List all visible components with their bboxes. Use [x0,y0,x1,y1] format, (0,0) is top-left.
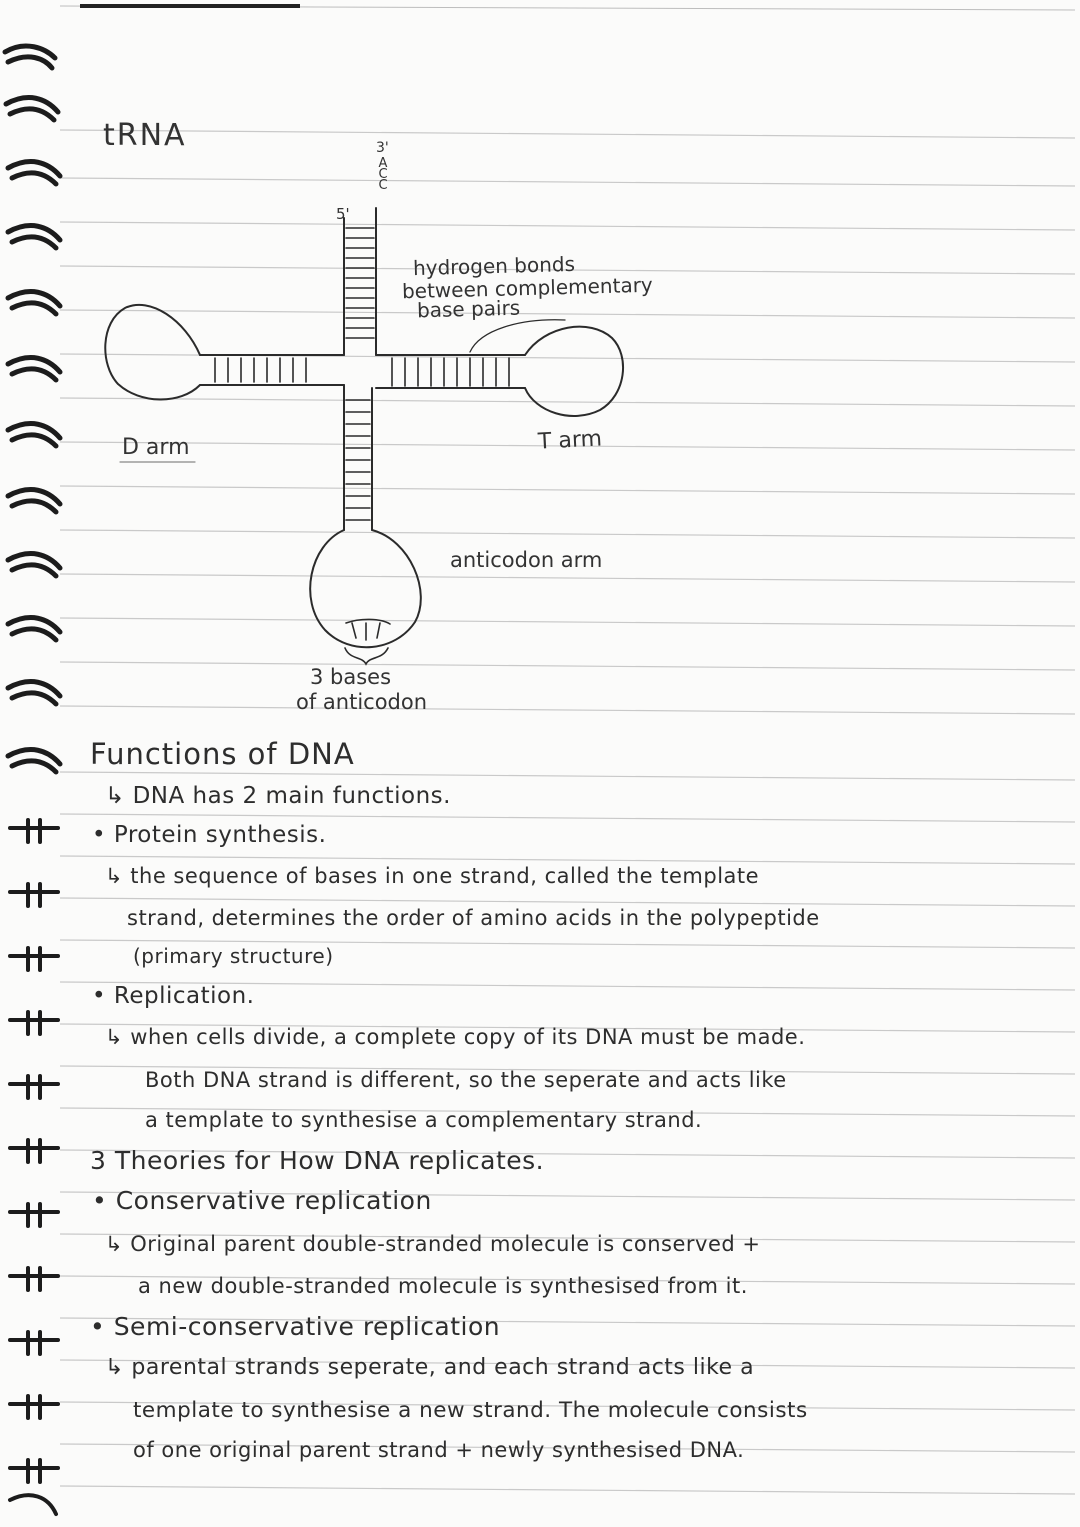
note-line-17: of one original parent strand + newly synthesised DNA. [133,1438,745,1462]
hbond-label-line3: base pairs [416,295,521,323]
acceptor-base-pairs [346,228,374,338]
note-line-12: ↳ Original parent double-stranded molecule is conserved + [105,1232,761,1256]
acceptor-base-a: A [378,156,388,171]
note-line-11: • Conservative replication [92,1186,432,1215]
note-line-13: a new double-stranded molecule is synthesised from it. [138,1274,748,1298]
notes-heading: Functions of DNA [90,737,355,771]
hbond-label-line1: hydrogen bonds [412,251,576,281]
d-loop [105,305,200,400]
anticodon-brace [345,648,388,664]
note-line-5: (primary structure) [133,944,334,968]
note-line-2: • Protein synthesis. [92,822,327,848]
acceptor-base-c2: C [378,178,388,193]
trna-diagram [0,0,1080,760]
anticodon-arm-label: anticodon arm [450,548,603,572]
note-line-7: ↳ when cells divide, a complete copy of its DNA must be made. [105,1025,806,1049]
acceptor-base-c1: C [378,167,388,182]
t-loop [525,327,623,416]
anticodon-label-line1: 3 bases [310,665,392,689]
hbond-pointer [470,320,565,352]
note-line-15: ↳ parental strands seperate, and each strand acts like a [105,1355,755,1380]
note-line-1: ↳ DNA has 2 main functions. [105,783,451,809]
note-line-6: • Replication. [92,983,255,1009]
note-line-10: 3 Theories for How DNA replicates. [90,1146,545,1175]
t-arm-label: T arm [537,426,603,455]
anticodon-base-pairs [346,400,370,520]
anticodon-label-line2: of anticodon [296,690,428,714]
note-line-4: strand, determines the order of amino acids in the polypeptide [127,906,820,930]
d-arm-label: D arm [122,435,190,460]
acceptor-sequence [377,158,389,191]
note-line-16: template to synthesise a new strand. The molecule consists [133,1398,808,1423]
note-line-3: ↳ the sequence of bases in one strand, called the template [105,864,760,888]
note-line-9: a template to synthesise a complementary strand. [145,1108,703,1132]
t-base-pairs [392,358,509,386]
three-prime-label: 3' [376,140,389,156]
anticodon-bases [346,619,390,640]
note-line-14: • Semi-conservative replication [90,1312,501,1341]
note-line-8: Both DNA strand is different, so the seperate and acts like [145,1068,787,1092]
hbond-label-line2: between complementary [401,272,654,304]
d-base-pairs [215,358,306,382]
five-prime-label: 5' [336,205,350,223]
diagram-title: tRNA [103,118,187,153]
